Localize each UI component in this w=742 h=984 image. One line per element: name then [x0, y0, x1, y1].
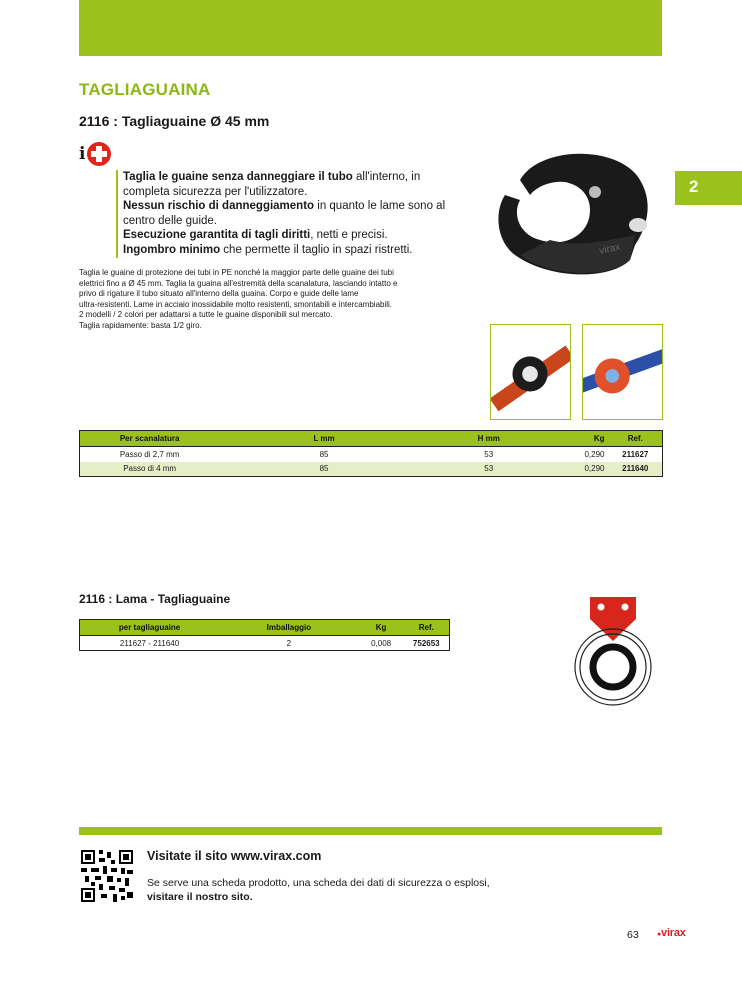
feature-item: Nessun rischio di danneggiamento in quanto le lame sono al centro delle guide.: [123, 200, 446, 227]
page-number: 63: [627, 929, 639, 941]
swiss-made-icon: [87, 142, 111, 166]
col-header: Imballaggio: [219, 620, 359, 636]
table-row: Passo di 2,7 mm 85 53 0,290 211627: [119, 449, 649, 459]
info-icons: [79, 142, 111, 166]
website-description: Se serve una scheda prodotto, una scheda dei dati di sicurezza o esplosi, visitare il nostro sito.: [147, 877, 490, 903]
col-header: Ref.: [404, 620, 450, 636]
col-header: Kg: [549, 431, 609, 447]
chapter-number: 2: [689, 177, 699, 196]
section-title: TAGLIAGUAINA: [79, 80, 211, 99]
feature-list: [116, 170, 456, 258]
blade-table: [79, 619, 450, 651]
col-header: L mm: [219, 431, 429, 447]
info-icon: i: [79, 144, 86, 164]
website-title[interactable]: Visitate il sito www.virax.com: [147, 849, 322, 863]
qr-code-icon[interactable]: [81, 850, 133, 902]
feature-item: Esecuzione garantita di tagli diritti, netti e precisi.: [123, 229, 388, 242]
blade-title: 2116 : Lama - Tagliaguaine: [79, 592, 231, 606]
tool-brand-label: virax: [598, 241, 622, 257]
col-header: Kg: [359, 620, 404, 636]
logo-mark-icon: ●: [657, 931, 662, 938]
table-row: 211627 - 211640 2 0,008 752653: [119, 638, 440, 648]
usage-photo-2: [582, 324, 663, 420]
header-band: [79, 0, 662, 56]
col-header: per tagliaguaine: [80, 620, 220, 636]
col-header: Ref.: [609, 431, 663, 447]
sheath-cutter-image: [490, 140, 660, 290]
product-table: [79, 430, 663, 477]
chapter-tab[interactable]: [675, 171, 742, 205]
table-row: Passo di 4 mm 85 53 0,290 211640: [80, 462, 663, 477]
usage-photo-1: [490, 324, 571, 420]
product-title: 2116 : Tagliaguaine Ø 45 mm: [79, 113, 270, 129]
product-description: Taglia le guaine di protezione dei tubi in PE nonché la maggior parte delle guaine dei tubi elettrici fino a Ø 45 mm. Taglia la guaina all'estremità della scanalatura, lasciando intatto e privo di rigature il tubo situato all'interno della guaina. Corpo e guide delle lame ultra-resistenti. Lame in acciaio inossidabile molto resistenti, smontabili e intercambiabili. 2 modelli / 2 colori per adattarsi a tutte le guaine disponibili sul mercato. Taglia rapidamente: basta 1/2 giro.: [79, 268, 398, 330]
col-header: Per scanalatura: [80, 431, 220, 447]
feature-item: Taglia le guaine senza danneggiare il tubo all'interno, in completa sicurezza per l'utilizzatore.: [123, 171, 421, 198]
virax-logo: ●virax: [657, 927, 686, 939]
footer-band: [79, 827, 662, 835]
blade-image: [570, 595, 656, 707]
col-header: H mm: [429, 431, 549, 447]
feature-item: Ingombro minimo che permette il taglio in spazi ristretti.: [123, 243, 413, 256]
